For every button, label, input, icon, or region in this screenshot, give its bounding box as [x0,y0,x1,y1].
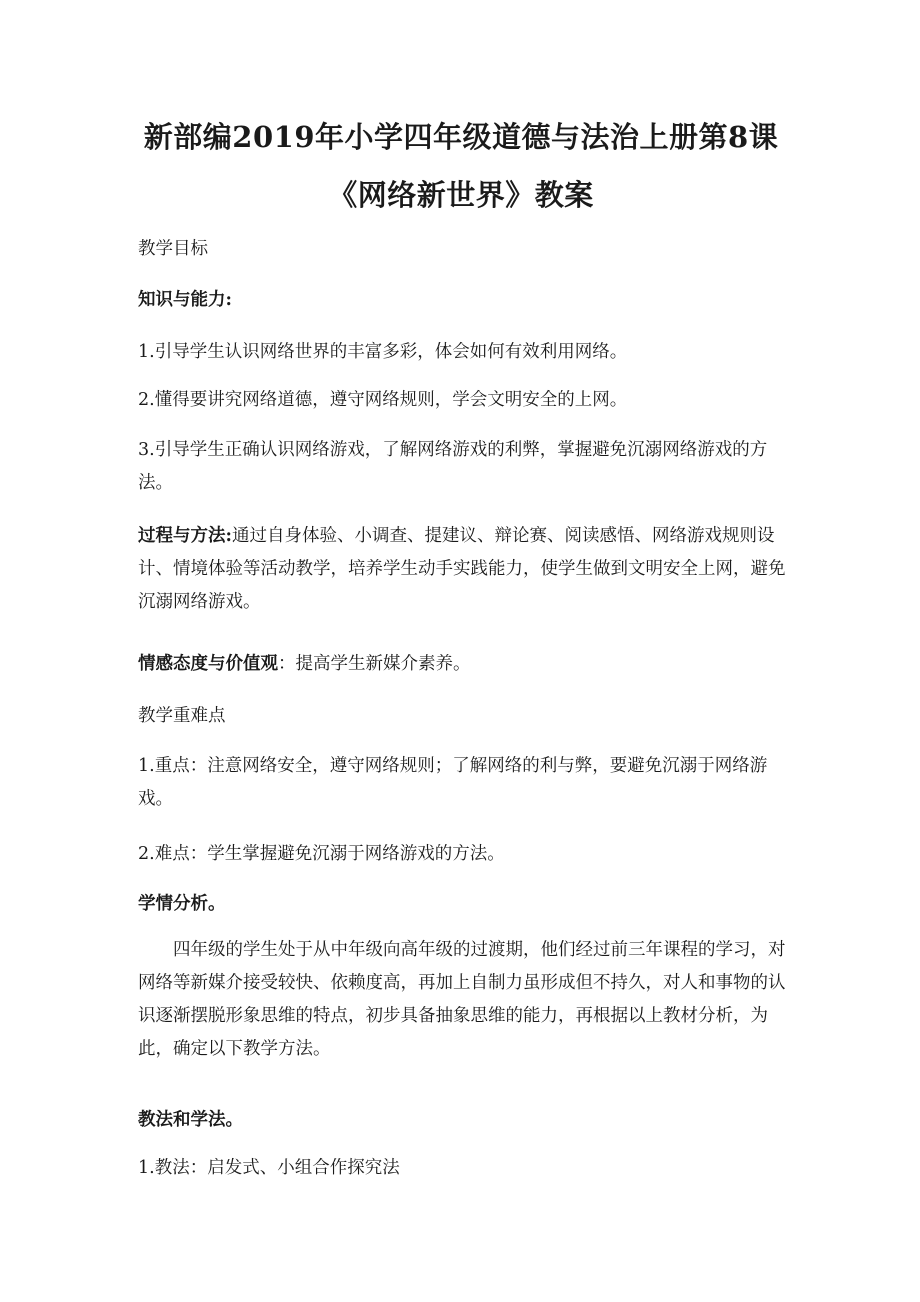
emotion-text: ：提高学生新媒介素养。 [278,654,471,674]
knowledge-heading: 知识与能力: [138,290,232,310]
teaching-goals-heading: 教学目标 [138,239,208,259]
process-text: 通过自身体验、小调查、提建议、辩论赛、阅读感悟、网络游戏规则设计、情境体验等活动教学，培养学生动手实践能力，使学生做到文明安全上网，避免沉溺网络游戏。 [138,526,786,612]
emotion-paragraph [138,648,788,681]
knowledge-item-2: 2.懂得要讲究网络道德，遵守网络规则，学会文明安全的上网。 [138,390,628,410]
emotion-label: 情感态度与价值观 [138,654,278,674]
knowledge-item-1: 1.引导学生认识网络世界的丰富多彩，体会如何有效利用网络。 [138,342,628,362]
key-point-2: 2.难点：学生掌握避免沉溺于网络游戏的方法。 [138,844,505,864]
analysis-paragraph: 四年级的学生处于从中年级向高年级的过渡期，他们经过前三年课程的学习，对网络等新媒介接受较快、依赖度高，再加上自制力虽形成但不持久，对人和事物的认识逐渐摆脱形象思维的特点，初步具备抽象思维的能力，再根据以上教材分析，为此，确定以下教学方法。 [138,940,786,1059]
process-label: 过程与方法: [138,526,232,546]
methods-heading: 教法和学法。 [138,1110,243,1130]
analysis-heading: 学情分析。 [138,894,226,914]
process-paragraph [138,520,788,619]
key-point-1: 1.重点：注意网络安全，遵守网络规则；了解网络的利与弊，要避免沉溺于网络游戏。 [138,756,768,809]
key-points-heading: 教学重难点 [138,706,226,726]
knowledge-item-3: 3.引导学生正确认识网络游戏，了解网络游戏的利弊，掌握避免沉溺网络游戏的方法。 [138,440,768,493]
document-title: 新部编2019年小学四年级道德与法治上册第8课《网络新世界》教案 [143,120,779,212]
method-item-1: 1.教法：启发式、小组合作探究法 [138,1158,400,1178]
